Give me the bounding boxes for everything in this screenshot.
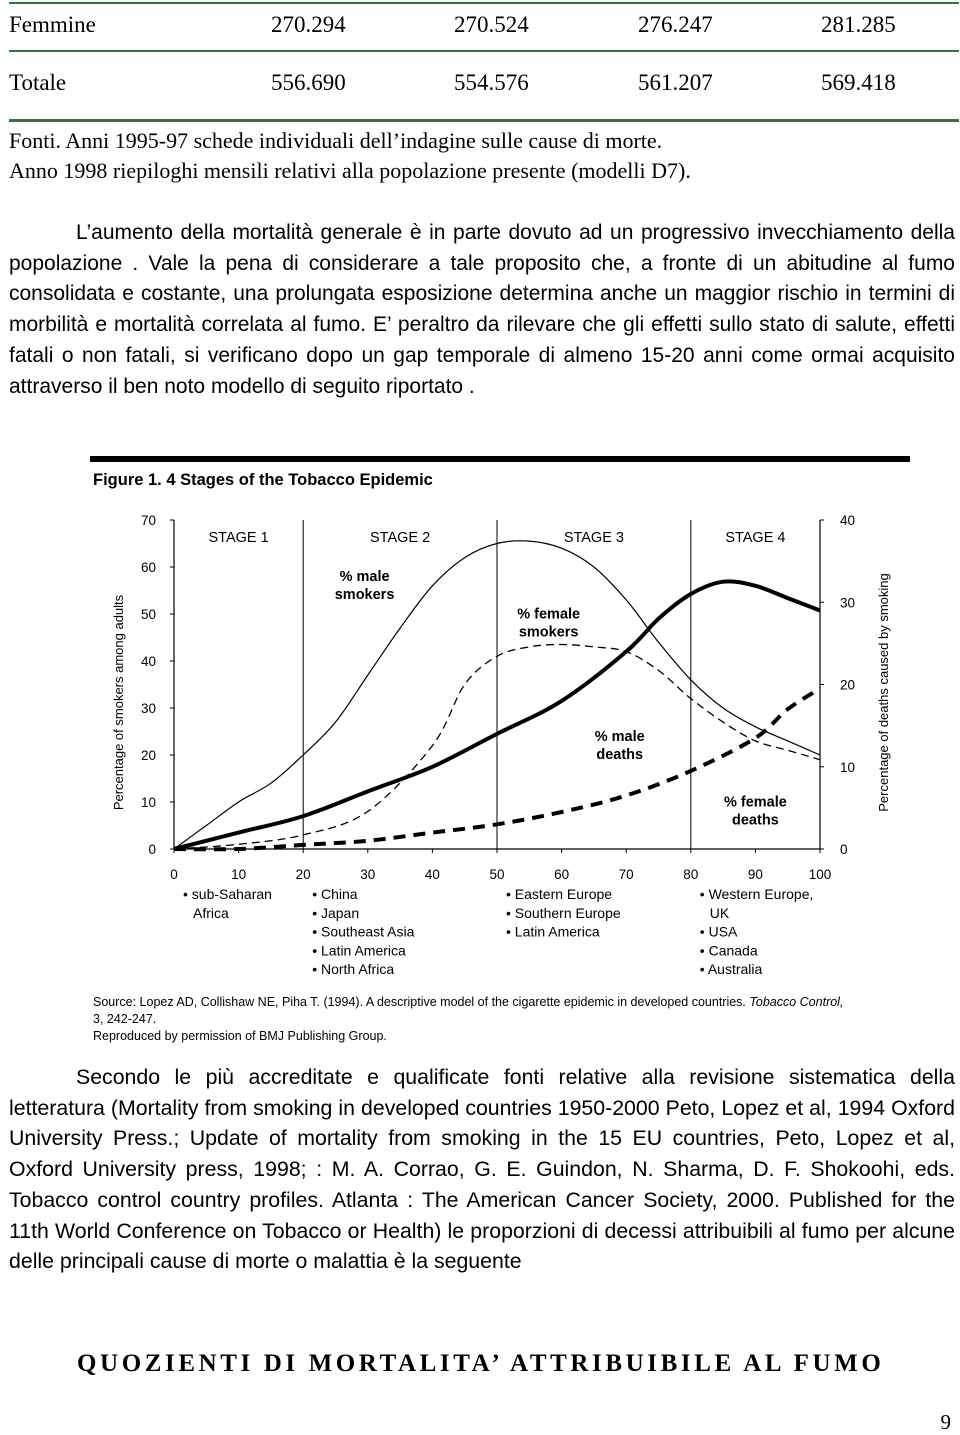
series-annotation: % female	[517, 606, 581, 623]
series-annotation: % male	[594, 728, 645, 745]
y-tick-label: 50	[140, 607, 156, 622]
series-annotation: % female	[723, 794, 787, 811]
body-paragraph-1	[9, 218, 955, 402]
y-tick-label: 70	[140, 513, 156, 528]
figure-source	[93, 994, 893, 1045]
stage-label: STAGE 1	[208, 530, 269, 546]
stage-region: • Southeast Asia	[312, 923, 415, 940]
series-annotation: deaths	[732, 812, 779, 829]
x-tick-label: 20	[295, 867, 311, 882]
cell-value: 276.247	[638, 12, 713, 37]
series-annotation: smokers	[334, 587, 395, 604]
source-line-2: 3, 242-247.	[93, 1012, 157, 1026]
y2-tick-label: 10	[840, 759, 856, 775]
paragraph-text: L’aumento della mortalità generale è in parte dovuto ad un progressivo invecchiamento della popolazione . Vale la pena di considerare a tale proposito che, a fronte di un abitudine al fumo consolidata e costante, una prolungata esposizione determina anche un maggior rischio in termini di morbilità e mortalità correlata al fumo. E’ peraltro da rilevare che gli effetti sullo stato di salute, effetti fatali o non fatali, si verificano dopo un gap temporale di almeno 15-20 anni come ormai acquisito attraverso il ben noto modello di seguito riportato .	[9, 221, 955, 398]
stage-label: STAGE 4	[725, 530, 786, 546]
stage-region: UK	[709, 904, 730, 921]
y-tick-label: 30	[140, 701, 156, 716]
stage-region: • Western Europe,	[699, 886, 814, 902]
y2-tick-label: 0	[840, 842, 848, 857]
x-tick-label: 70	[618, 867, 634, 882]
x-tick-label: 10	[231, 867, 247, 882]
x-tick-label: 80	[683, 867, 699, 882]
y-tick-label: 0	[148, 842, 156, 857]
stage-label: STAGE 2	[370, 530, 431, 546]
source-line-3: Reproduced by permission of BMJ Publishing Group.	[93, 1029, 387, 1043]
stage-region: • Latin America	[312, 942, 406, 959]
x-tick-label: 60	[554, 867, 570, 882]
cell-value: 556.690	[271, 70, 346, 95]
table-row-divider	[9, 50, 959, 52]
stage-region: Africa	[193, 904, 229, 921]
stage-region: • sub-Saharan	[183, 886, 272, 902]
y2-tick-label: 30	[840, 595, 856, 611]
table-bottom-rule	[9, 119, 959, 122]
y2-tick-label: 40	[840, 513, 856, 528]
x-tick-label: 30	[360, 867, 376, 882]
x-tick-label: 0	[170, 867, 178, 882]
y-axis-title: Percentage of smokers among adults	[111, 594, 126, 811]
cell-value: 554.576	[454, 70, 529, 95]
x-tick-label: 50	[489, 867, 505, 882]
stages-chart	[90, 501, 910, 1031]
series-annotation: deaths	[596, 746, 644, 763]
y-tick-label: 40	[140, 654, 156, 669]
stage-region: • China	[312, 886, 358, 902]
stage-region: • Eastern Europe	[506, 886, 613, 902]
x-tick-label: 40	[424, 867, 440, 882]
figure-tobacco-epidemic	[90, 456, 910, 1056]
table-row-totale	[9, 62, 954, 102]
y2-tick-label: 20	[840, 677, 856, 693]
stage-region: • North Africa	[312, 961, 395, 978]
stage-region: • USA	[699, 923, 738, 940]
figure-title: Figure 1. 4 Stages of the Tobacco Epidemic	[93, 471, 433, 489]
x-tick-label: 100	[808, 867, 832, 882]
table-sources	[9, 126, 954, 186]
stage-region: • Australia	[699, 961, 763, 978]
cell-value: 561.207	[638, 70, 713, 95]
cell-value: 569.418	[821, 70, 896, 95]
y-tick-label: 60	[140, 560, 156, 575]
chart-labels	[111, 513, 891, 977]
stage-label: STAGE 3	[563, 530, 624, 546]
figure-top-rule	[90, 456, 910, 462]
body-paragraph-2	[9, 1062, 955, 1277]
stage-region: • Canada	[699, 942, 758, 959]
y-tick-label: 20	[140, 748, 156, 763]
source-citation: Source: Lopez AD, Collishaw NE, Piha T. (1994). A descriptive model of the cigarette epidemic in developed countries.	[93, 995, 746, 1009]
stage-region: • Latin America	[506, 923, 600, 940]
series-annotation: % male	[339, 569, 390, 586]
y2-axis-title: Percentage of deaths caused by smoking	[876, 573, 891, 812]
cell-value: 281.285	[821, 12, 896, 37]
table-row-femmine	[9, 4, 954, 44]
sources-line: Anno 1998 riepiloghi mensili relativi alla popolazione presente (modelli D7).	[9, 158, 691, 183]
cell-value: 270.524	[454, 12, 529, 37]
source-line-1	[93, 994, 893, 1011]
x-tick-label: 90	[747, 867, 763, 882]
row-label: Femmine	[9, 12, 96, 37]
cell-value: 270.294	[271, 12, 346, 37]
y-tick-label: 10	[140, 795, 156, 810]
series-annotation: smokers	[518, 624, 579, 641]
page-number: 9	[940, 1410, 951, 1434]
paragraph-text: Secondo le più accreditate e qualificate fonti relative alla revisione sistematica della letteratura (Mortality from smoking in developed countries 1950-2000 Peto, Lopez et al, 1994 Oxford University Press.; Update of mortality from smoking in the 15 EU countries, Peto, Lopez et al, Oxford University press, 1998; : M. A. Corrao, G. E. Guindon, N. Sharma, D. F. Shokoohi, eds. Tobacco control country profiles. Atlanta : The American Cancer Society, 2000. Published for the 11th World Conference on Tobacco or Health) le proporzioni di decessi attribuibili al fumo per alcune delle principali cause di morte o malattia è la seguente	[9, 1065, 955, 1274]
stage-region: • Southern Europe	[506, 904, 621, 921]
section-heading: QUOZIENTI DI MORTALITA’ ATTRIBUIBILE AL FUMO	[77, 1350, 885, 1377]
stage-region: • Japan	[312, 904, 360, 921]
sources-line: Fonti. Anni 1995-97 schede individuali dell’indagine sulle cause di morte.	[9, 128, 663, 153]
source-journal: Tobacco Control,	[749, 995, 844, 1009]
row-label: Totale	[9, 70, 67, 95]
